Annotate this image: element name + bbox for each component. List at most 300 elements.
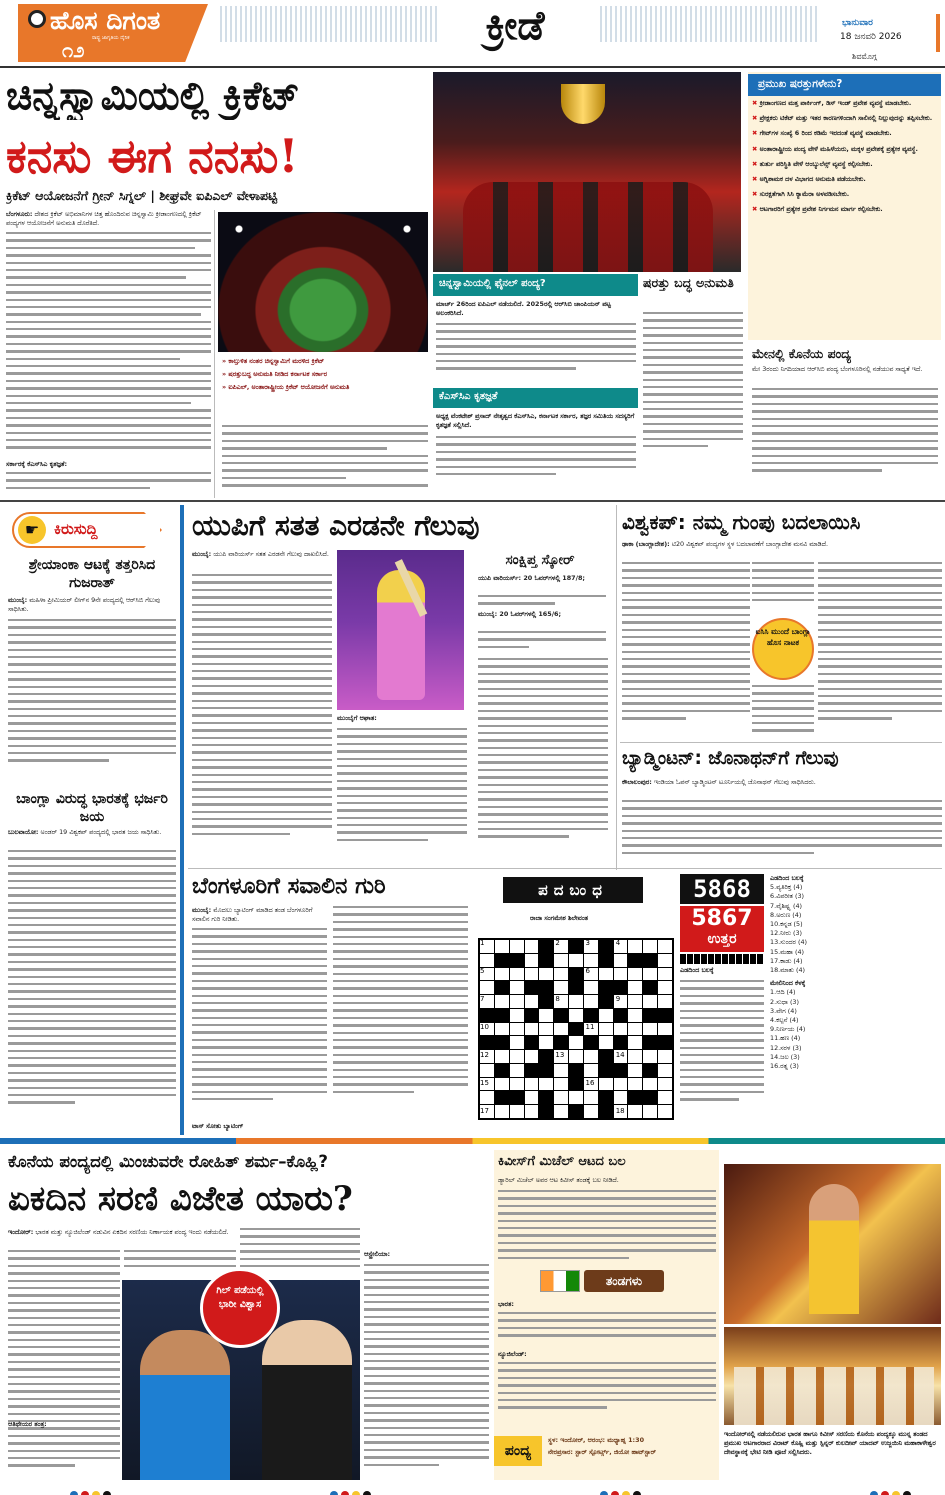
- condition-item: ✖ ಪ್ರೇಕ್ಷಕರು ಟಿಕೆಟ್ ಮತ್ತು ಇತರ ಕಾರಣಗಳಿಂದಾಗಿ ಸಾಲಿನಲ್ಲಿ ನಿಲ್ಲುವುದನ್ನು ತಪ್ಪಿಸಬೇಕು.: [752, 114, 933, 123]
- crossword-cell: [554, 1091, 568, 1104]
- crossword-down-answer-title: ಎಡದಿಂದ ಬಲಕ್ಕೆ: [680, 966, 714, 974]
- color-dots: [600, 1484, 644, 1495]
- crossword-cell: [554, 940, 568, 953]
- crossword-cell: [525, 1050, 539, 1063]
- crossword-cell: [643, 1050, 657, 1063]
- lead-subhead2: ಸರ್ಕಾರಕ್ಕೆ ಕೆಎಸ್‌ಸಿಎ ಕೃತಜ್ಞತೆ:: [6, 460, 68, 468]
- badminton-text: ಇಂಡಿಯಾ ಓಪನ್ ಬ್ಯಾಡ್ಮಿಂಟನ್ ಟೂರ್ನಿಯಲ್ಲಿ ಜೊನಾಥನ್ ಗೆಲುವು ಸಾಧಿಸಿದರು.: [653, 778, 816, 786]
- up-score-lines-b: [478, 631, 606, 651]
- odi-text-col3: [364, 1264, 489, 1480]
- conditional-title: ಷರತ್ತು ಬದ್ಧ ಅನುಮತಿ: [643, 275, 734, 290]
- crossword-cell: [628, 995, 642, 1008]
- kiwis-text: ಡ್ಯಾರಿಲ್ ಮಿಚೆಲ್ ಅವರ ಆಟ ಕಿವೀಸ್ ತಂಡಕ್ಕೆ ಬಲ ನೀಡಿದೆ.: [498, 1176, 619, 1184]
- temple-caption: ಇಂದೋರ್‌ನಲ್ಲಿ ನಡೆಯಲಿರುವ ಭಾರತ ಹಾಗೂ ಕಿವೀಸ್ ಸರಣಿಯ ಕೊನೆಯ ಪಂದ್ಯಕ್ಕೂ ಮುನ್ನ ತಂಡದ ಪ್ರಮುಖ ಆಟಗಾರರಾದ ವಿರಾಟ್ ಕೊಹ್ಲಿ ಮತ್ತು ಸ್ಪಿನ್ನರ್ ಕುಲದೀಪ್ ಯಾದವ್ ಉಜ್ಜಯಿನಿ ಮಹಾಕಾಳೇಶ್ವರ ದೇವಸ್ಥಾನಕ್ಕೆ ಭೇಟಿ ನೀಡಿ ಪೂಜೆ ಸಲ್ಲಿಸಿದರು.: [724, 1430, 936, 1456]
- lead-bullets: [222, 357, 428, 393]
- crossword-cell: [525, 968, 539, 981]
- crossword-black-cell: [614, 981, 628, 994]
- crossword-black-cell: [599, 1064, 613, 1077]
- crossword-clues: [770, 874, 942, 1132]
- clue-down: 12.ಸರಳ (3): [770, 1043, 802, 1052]
- conditional-text: [643, 312, 743, 492]
- teams-flag-icon: [540, 1270, 580, 1292]
- up-text: ಯುಪಿ ವಾರಿಯರ್ಸ್ ಸತತ ಎರಡನೇ ಗೆಲುವು ದಾಖಲಿಸಿದೆ.: [213, 550, 329, 558]
- crossword-cell: [495, 940, 509, 953]
- worldcup-badge: ಐಸಿಸಿ ಮುಂದೆ ಬಾಂಗ್ಲಾ ಹೊಸ ನಾಟಕ: [755, 627, 811, 647]
- match-title: ಪಂದ್ಯ: [494, 1436, 542, 1466]
- crossword-cell: [480, 1105, 494, 1118]
- crossword-cell: [510, 995, 524, 1008]
- crossword-cell: [495, 995, 509, 1008]
- crossword-cell: [614, 1105, 628, 1118]
- crossword-cell: [658, 1091, 672, 1104]
- crossword-black-cell: [539, 1064, 553, 1077]
- crossword-cell: [480, 940, 494, 953]
- gill-figure: [140, 1330, 230, 1480]
- clue-across: 6.ವಿಪರೀತ (3): [770, 892, 805, 901]
- crossword-cell: [614, 940, 628, 953]
- conditions-title: ಪ್ರಮುಖ ಷರತ್ತುಗಳೇನು?: [748, 74, 941, 96]
- crossword-black-cell: [643, 1091, 657, 1104]
- odi-headline-line2: ಏಕದಿನ ಸರಣಿ ವಿಜೇತ ಯಾರು?: [8, 1179, 353, 1219]
- match-line1: ಸ್ಥಳ: ಇಂದೋರ್, ಆರಂಭ: ಮಧ್ಯಾಹ್ನ 1:30: [548, 1436, 645, 1444]
- crossword-black-cell: [569, 1105, 583, 1118]
- crossword-black-cell: [643, 1064, 657, 1077]
- crossword-black-cell: [495, 1009, 509, 1022]
- clue-across: 12.ನೀರು (3): [770, 929, 803, 938]
- masthead-stripe: [220, 6, 440, 42]
- ksca-box-lines: [436, 436, 636, 494]
- crossword-black-cell: [599, 1050, 613, 1063]
- crossword-cell: [614, 1023, 628, 1036]
- crossword-black-cell: [525, 1064, 539, 1077]
- crossword-cell: [554, 1064, 568, 1077]
- crossword-black-cell: [569, 968, 583, 981]
- stadium-lights: [218, 222, 428, 236]
- crossword-cell: [480, 1064, 494, 1077]
- crossword-cell: [628, 1105, 642, 1118]
- lead-subhead: ಕ್ರಿಕೆಟ್ ಆಯೋಜನೆಗೆ ಗ್ರೀನ್ ಸಿಗ್ನಲ್ | ಶೀಘ್ರವೇ ಐಪಿಎಲ್ ವೇಳಾಪಟ್ಟಿ: [6, 188, 278, 203]
- clue-across: 10.ಕನ್ನಡ (5): [770, 920, 803, 929]
- crossword-cell: [495, 1078, 509, 1091]
- crossword-black-cell: [539, 1050, 553, 1063]
- crossword-cell: [584, 1064, 598, 1077]
- clue-across: 18.ಮಾತು (4): [770, 966, 805, 975]
- crossword-cell: [643, 940, 657, 953]
- crossword-clue-number: 7: [480, 995, 485, 1003]
- up-score-line: ಯುಪಿ ವಾರಿಯರ್ಸ್: 20 ಓವರ್‌ಗಳಲ್ಲಿ 187/8;: [478, 574, 585, 582]
- clue-down: 4.ಕಲ್ಪನೆ (4): [770, 1016, 799, 1025]
- condition-text: ಪ್ರೇಕ್ಷಕರು ಟಿಕೆಟ್ ಮತ್ತು ಇತರ ಕಾರಣಗಳಿಂದಾಗಿ ಸಾಲಿನಲ್ಲಿ ನಿಲ್ಲುವುದನ್ನು ತಪ್ಪಿಸಬೇಕು.: [759, 114, 933, 123]
- up-text-col3: [478, 658, 608, 858]
- ksca-box-title: ಕೆಎಸ್‌ಸಿಎ ಕೃತಜ್ಞತೆ: [433, 388, 638, 408]
- section-divider: [188, 868, 942, 869]
- clue-across: 13.ಸುಂದರ (4): [770, 938, 808, 947]
- crossword-clue-number: 14: [615, 1051, 625, 1059]
- crossword-cell: [658, 940, 672, 953]
- lead-bullet-text: ಕಾಲ್ತುಳಿತ ನಂತರ ಚಿನ್ನಸ್ವಾಮಿಗೆ ಮರಳಿದ ಕ್ರಿಕೆಟ್: [228, 357, 325, 365]
- crossword-cell: [525, 1023, 539, 1036]
- crossword-cell: [584, 1105, 598, 1118]
- crossword-cell: [628, 1050, 642, 1063]
- kirusuddi-item2-text: [8, 828, 176, 848]
- worldcup-text: ಟಿ20 ವಿಶ್ವಕಪ್ ಪಂದ್ಯಗಳ ಸ್ಥಳ ಬದಲಾವಣೆಗೆ ಬಾಂಗ್ಲಾದೇಶ ಮನವಿ ಮಾಡಿದೆ.: [671, 540, 828, 548]
- crossword-black-cell: [554, 1009, 568, 1022]
- crossword-cell: [584, 954, 598, 967]
- crossword-cell: [525, 1091, 539, 1104]
- crossword-cell: [614, 995, 628, 1008]
- masthead: [0, 0, 945, 68]
- down-title: ಮೇಲಿನಿಂದ ಕೆಳಕ್ಕೆ: [770, 979, 806, 988]
- condition-item: ✖ ಆಟಗಾರರಿಗೆ ಪ್ರತ್ಯೇಕ ಪ್ರವೇಶ ನಿರ್ಗಮನ ಮಾರ್ಗ ಕಲ್ಪಿಸಬೇಕು.: [752, 205, 883, 214]
- crossword-black-cell: [614, 1036, 628, 1049]
- may-match-text: ಮೇ 3ರಂದು ನಿಗದಿಯಾದ ಆರ್‌ಸಿಬಿ ಪಂದ್ಯ ಬೆಂಗಳೂರಿನಲ್ಲಿ ನಡೆಯುವ ಸಾಧ್ಯತೆ ಇದೆ.: [752, 365, 923, 373]
- masthead-date: 18 ಜನವರಿ 2026: [840, 32, 902, 42]
- bengaluru-text-col1: [192, 928, 327, 1118]
- crossword-black-cell: [599, 995, 613, 1008]
- crossword-cell: [554, 1050, 568, 1063]
- section-divider: [620, 742, 942, 743]
- crossword-black-cell: [569, 1023, 583, 1036]
- worldcup-text-col2: [752, 562, 814, 612]
- crossword-cell: [480, 1078, 494, 1091]
- kirusuddi-item1-text: [8, 596, 176, 616]
- crossword-cell: [510, 1036, 524, 1049]
- crossword-cell: [584, 1078, 598, 1091]
- masthead-city: ಶಿವಮೊಗ್ಗ: [852, 52, 877, 61]
- crossword-cell: [510, 940, 524, 953]
- crossword-black-cell: [599, 954, 613, 967]
- lead-body-col1: [6, 210, 211, 230]
- badminton-dateline: ಕೌಲಾಲಂಪುರ:: [622, 778, 652, 786]
- lead-bullet: » ಐಪಿಎಲ್, ಅಂತಾರಾಷ್ಟ್ರೀಯ ಕ್ರಿಕೆಟ್ ಆಯೋಜನೆಗೆ ಅನುಮತಿ: [222, 383, 350, 392]
- crossword-black-cell: [643, 981, 657, 994]
- crossword-cell: [495, 1023, 509, 1036]
- crossword-cell: [525, 1105, 539, 1118]
- clue-across: 17.ಕಾಡು (4): [770, 956, 803, 965]
- kiwis-headline: ಕಿವೀಸ್‌ಗೆ ಮಿಚೆಲ್ ಆಟದ ಬಲ: [498, 1154, 626, 1169]
- crossword-cell: [510, 968, 524, 981]
- crossword-cell: [554, 1105, 568, 1118]
- up-lead: [192, 550, 332, 570]
- crossword-cell: [495, 1105, 509, 1118]
- crossword-cell: [599, 1009, 613, 1022]
- clue-down: 1.ಆದಿ (4): [770, 988, 796, 997]
- crossword-clue-number: 5: [480, 967, 485, 975]
- lead-body-text-1: [6, 232, 211, 457]
- crossword-cell: [584, 1023, 598, 1036]
- crossword-cell: [480, 995, 494, 1008]
- crossword-cell: [525, 995, 539, 1008]
- odi-caption2: ಆಸ್ಟ್ರೇಲಿಯಾ:: [364, 1250, 391, 1258]
- crossword-cell: [495, 968, 509, 981]
- crossword-cell: [658, 981, 672, 994]
- column-rule: [214, 210, 215, 498]
- teams-nz-lines: [498, 1362, 716, 1420]
- lead-body-start: ದೇಶದ ಕ್ರಿಕೆಟ್ ಅಭಿಮಾನಿಗಳ ಚಿತ್ತ ಹೊಂದಿರುವ ಚಿನ್ನಸ್ವಾಮಿ ಕ್ರೀಡಾಂಗಣದಲ್ಲಿ ಕ್ರಿಕೆಟ್ ಪಂದ್ಯಗಳ ಆಯೋಜನೆಗೆ ಅನುಮತಿ ದೊರೆತಿದೆ.: [6, 210, 202, 228]
- crossword-title: ಪದಬಂಧ: [503, 877, 643, 903]
- crossword-cell: [480, 981, 494, 994]
- crossword-cell: [614, 1050, 628, 1063]
- odi-text-col2b: [240, 1228, 360, 1278]
- crossword-cell: [614, 1078, 628, 1091]
- crossword-cell: [599, 1078, 613, 1091]
- kirusuddi-item1-title: ಶ್ರೇಯಾಂಕಾ ಆಟಕ್ಕೆ ತತ್ತರಿಸಿದ ಗುಜರಾತ್: [28, 557, 156, 591]
- nz-player-figure: [262, 1320, 352, 1480]
- crossword-black-cell: [539, 940, 553, 953]
- condition-text: ಕ್ರೀಡಾಂಗಣದ ಮತ್ತ ಪಾರ್ಕಿಂಗ್, ಡಿಸ್ ಇಂಡ್ ಪ್ರವೇಶ ವ್ಯವಸ್ಥೆ ಮಾಡಬೇಕು.: [759, 99, 912, 107]
- crossword-black-cell: [643, 1009, 657, 1022]
- color-dots: [870, 1484, 914, 1495]
- crossword-subtitle: ರಾಜಾ ಸಂಗಮೇಶ ಶಿಲೇವಂತ: [530, 914, 589, 922]
- crossword-black-cell: [614, 1009, 628, 1022]
- bengaluru-headline: ಬೆಂಗಳೂರಿಗೆ ಸವಾಲಿನ ಗುರಿ: [192, 874, 386, 899]
- player-figure: [377, 570, 425, 700]
- crossword-clue-number: 15: [480, 1079, 489, 1087]
- kirusuddi-rule: [180, 505, 184, 1135]
- crossword-cell: [525, 1078, 539, 1091]
- crossword-black-cell: [569, 981, 583, 994]
- crossword-cell: [480, 954, 494, 967]
- bengaluru-footer: ಟಾಸ್ ಸೋತು ಬ್ಯಾಟಿಂಗ್: [192, 1122, 244, 1130]
- kohli-temple-photo: [724, 1164, 941, 1324]
- lead-bullet-text: ಐಪಿಎಲ್, ಅಂತಾರಾಷ್ಟ್ರೀಯ ಕ್ರಿಕೆಟ್ ಆಯೋಜನೆಗೆ ಅನುಮತಿ: [228, 383, 350, 392]
- crossword-black-cell: [539, 981, 553, 994]
- ksca-box-text: ಅಧ್ಯಕ್ಷ ವೆಂಕಟೇಶ್ ಪ್ರಸಾದ್ ನೇತೃತ್ವದ ಕೆಎಸ್‌ಸಿಎ, ಕರ್ನಾಟಕ ಸರ್ಕಾರ, ತಜ್ಞರ ಸಮಿತಿಯ ಸದಸ್ಯರಿಗೆ ಕೃತಜ್ಞತೆ ಸಲ್ಲಿಸಿದೆ.: [436, 412, 635, 430]
- crossword-cell: [643, 1078, 657, 1091]
- up-caption: ಮುಂಬೈಗೆ ಆಘಾತ:: [337, 714, 377, 722]
- crossword-cell: [628, 1064, 642, 1077]
- crossword-clue-number: 4: [615, 939, 621, 947]
- clue-down: 14.ಜಲ (3): [770, 1052, 800, 1061]
- condition-item: ✖ ಅಂತಾರಾಷ್ಟ್ರೀಯ ಪಂದ್ಯ ವೇಳೆ ಮಹಿಳೆಯರು, ಮಕ್ಕಳ ಪ್ರವೇಶಕ್ಕೆ ಪ್ರತ್ಯೇಕ ವ್ಯವಸ್ಥೆ.: [752, 144, 918, 153]
- kirusuddi-text: ಮಹಿಳಾ ಪ್ರೀಮಿಯರ್ ಲೀಗ್‌ನ 9ನೇ ಪಂದ್ಯದಲ್ಲಿ ಆರ್‌ಸಿಬಿ ಗೆಲುವು ಸಾಧಿಸಿತು.: [8, 596, 161, 614]
- worldcup-text-col1: [622, 562, 750, 742]
- crossword-cell: [539, 968, 553, 981]
- crossword-black-cell: [480, 1036, 494, 1049]
- ritual-figures: [734, 1367, 934, 1425]
- clue-down: 2.ಸುಧಾ (3): [770, 997, 799, 1006]
- masthead-stripe-right: [600, 6, 820, 42]
- crossword-black-cell: [584, 1009, 598, 1022]
- lead-dateline: ಬೆಂಗಳೂರು:: [6, 210, 33, 218]
- crossword-clue-number: 1: [480, 939, 485, 947]
- condition-text: ಅಂತಾರಾಷ್ಟ್ರೀಯ ಪಂದ್ಯ ವೇಳೆ ಮಹಿಳೆಯರು, ಮಕ್ಕಳ ಪ್ರವೇಶಕ್ಕೆ ಪ್ರತ್ಯೇಕ ವ್ಯವಸ್ಥೆ.: [759, 144, 918, 153]
- condition-item: ✖ ಗೇಟ್‌ಗಳ ಸಂಖ್ಯೆ 6 ರಿಂದ ಕಡಿಮೆ ಇರದಂತೆ ವ್ಯವಸ್ಥೆ ಮಾಡಬೇಕು.: [752, 129, 892, 138]
- temple-ritual-photo: [724, 1327, 941, 1425]
- kirusuddi-item2-lines: [8, 850, 176, 1135]
- crossword-cell: [510, 981, 524, 994]
- up-text-col2: [337, 728, 467, 864]
- masthead-tagline: ರಾಷ್ಟ್ರ ಜಾಗೃತಿಯ ದೈನಿಕ: [92, 35, 130, 41]
- crossword-clue-number: 16: [585, 1079, 595, 1087]
- crossword-cell: [584, 981, 598, 994]
- may-match-lines: [752, 388, 938, 492]
- section-title: ಕ್ರೀಡೆ: [485, 2, 545, 49]
- player-silhouette: [463, 182, 713, 272]
- crossword-cell: [510, 1078, 524, 1091]
- bengaluru-text: ಮೊದಲು ಬ್ಯಾಟಿಂಗ್ ಮಾಡಿದ ತಂಡ ಬೆಂಗಳೂರಿಗೆ ಸವಾಲಿನ ಗುರಿ ನೀಡಿತು.: [192, 906, 313, 924]
- crossword-cell: [525, 940, 539, 953]
- crossword-cell: [510, 1009, 524, 1022]
- crossword-clue-number: 9: [615, 995, 621, 1003]
- crossword-cell: [495, 1050, 509, 1063]
- clue-across: 5.ವ್ಯತಿರಿಕ್ತ (4): [770, 883, 803, 892]
- badminton-text: [622, 800, 942, 866]
- bengaluru-dateline: ಮುಂಬೈ:: [192, 906, 212, 914]
- up-text-col1: [192, 574, 332, 864]
- crossword-cell: [584, 1091, 598, 1104]
- crossword-answer-lines: [680, 980, 764, 1120]
- crossword-black-cell: [569, 1064, 583, 1077]
- crossword-cell: [628, 1009, 642, 1022]
- crossword-black-cell: [495, 1091, 509, 1104]
- crossword-cell: [628, 1023, 642, 1036]
- odi-lead: [8, 1228, 236, 1248]
- person-figure: [809, 1184, 859, 1314]
- lead-headline-line1: ಚಿನ್ನಸ್ವಾಮಿಯಲ್ಲಿ ಕ್ರಿಕೆಟ್: [6, 73, 300, 119]
- crossword-cell: [599, 968, 613, 981]
- bengaluru-text-col2: [333, 906, 468, 1118]
- crossword-cell: [599, 1023, 613, 1036]
- crossword-cell: [554, 1078, 568, 1091]
- odi-headline-line1: ಕೊನೆಯ ಪಂದ್ಯದಲ್ಲಿ ಮಿಂಚುವರೇ ರೋಹಿತ್ ಶರ್ಮ–ಕೊಹ್ಲಿ?: [8, 1152, 328, 1171]
- condition-text: ಗೇಟ್‌ಗಳ ಸಂಖ್ಯೆ 6 ರಿಂದ ಕಡಿಮೆ ಇರದಂತೆ ವ್ಯವಸ್ಥೆ ಮಾಡಬೇಕು.: [759, 129, 892, 138]
- kirusuddi-label: ಕಿರುಸುದ್ದಿ: [54, 520, 98, 538]
- crossword-clue-number: 10: [480, 1023, 489, 1031]
- crossword-cell: [643, 1023, 657, 1036]
- crossword-clue-number: 13: [555, 1051, 565, 1059]
- crossword-cell: [643, 995, 657, 1008]
- crossword-prev-label: ಉತ್ತರ: [707, 931, 737, 947]
- crossword-cell: [569, 1009, 583, 1022]
- crossword-black-cell: [643, 954, 657, 967]
- crossword-cell: [539, 1036, 553, 1049]
- crossword-clue-number: 3: [585, 939, 590, 947]
- section-divider: [0, 500, 945, 502]
- crossword-black-cell: [525, 1009, 539, 1022]
- crossword-cell: [584, 940, 598, 953]
- condition-text: ಸುರಕ್ಷತೆಗಾಗಿ ಸಿಸಿ ಕ್ಯಾಮೆರಾ ಅಳವಡಿಸಬೇಕು.: [759, 190, 850, 199]
- up-score-title: ಸಂಕ್ಷಿಪ್ತ ಸ್ಕೋರ್: [505, 552, 575, 568]
- crossword-cell: [628, 981, 642, 994]
- up-score-line: ಮುಂಬೈ: 20 ಓವರ್‌ಗಳಲ್ಲಿ 165/6;: [478, 610, 562, 618]
- up-score-lines-a: [478, 595, 606, 607]
- column-rule: [616, 505, 617, 870]
- final-box-title: ಚಿನ್ನಸ್ವಾಮಿಯಲ್ಲಿ ಫೈನಲ್ ಪಂದ್ಯ?: [433, 274, 638, 296]
- crossword-clue-number: 2: [555, 939, 560, 947]
- crossword-cell: [614, 954, 628, 967]
- odi-text: ಭಾರತ ಮತ್ತು ನ್ಯೂಜಿಲೆಂಡ್ ನಡುವಿನ ಏಕದಿನ ಸರಣಿಯ ನಿರ್ಣಾಯಕ ಪಂದ್ಯ ಇಂದು ನಡೆಯಲಿದೆ.: [35, 1228, 229, 1236]
- crossword-cell: [628, 1036, 642, 1049]
- crossword-cell: [569, 1050, 583, 1063]
- worldcup-text-col2b: [752, 685, 814, 740]
- across-title: ಎಡದಿಂದ ಬಲಕ್ಕೆ: [770, 874, 804, 882]
- kirusuddi-item2-title: ಬಾಂಗ್ಲಾ ವಿರುದ್ಧ ಭಾರತಕ್ಕೆ ಭರ್ಜರಿ ಜಯ: [16, 791, 168, 825]
- lead-body-text-3: [222, 425, 428, 497]
- clue-across: 15.ಮಹಾ (4): [770, 947, 805, 956]
- crossword-black-cell: [614, 1064, 628, 1077]
- clue-down: 9.ನಿರ್ಣಯ (4): [770, 1025, 806, 1034]
- crossword-cell: [584, 968, 598, 981]
- crossword-cell: [510, 1023, 524, 1036]
- crossword-cell: [554, 954, 568, 967]
- badminton-headline: ಬ್ಯಾಡ್ಮಿಂಟನ್: ಜೊನಾಥನ್‌ಗೆ ಗೆಲುವು: [622, 748, 839, 769]
- crossword-cell: [658, 1105, 672, 1118]
- crossword-clue-number: 11: [585, 1023, 595, 1031]
- crossword-cell: [658, 954, 672, 967]
- crossword-cell: [658, 968, 672, 981]
- clue-down: 16.ರತ್ನ (3): [770, 1062, 799, 1071]
- condition-item: ✖ ತುರ್ತು ಪರಿಸ್ಥಿತಿ ವೇಳೆ ಆಂಬ್ಯುಲೆನ್ಸ್ ವ್ಯವಸ್ಥೆ ಕಲ್ಪಿಸಬೇಕು.: [752, 159, 873, 168]
- odi-badge: ಗಿಲ್ ಪಡೆಯಲ್ಲಿ ಭಾರೀ ವಿಶ್ವಾಸ: [216, 1285, 264, 1310]
- crossword-cell: [554, 1023, 568, 1036]
- crossword-cell: [510, 1105, 524, 1118]
- page-number: ೧೨: [62, 38, 85, 62]
- crossword-cell: [569, 1091, 583, 1104]
- trophy-icon: [561, 84, 605, 124]
- crossword-black-cell: [628, 954, 642, 967]
- teams-india: ಭಾರತ:: [498, 1300, 514, 1308]
- crossword-black-cell: [643, 1036, 657, 1049]
- bengaluru-lead: [192, 906, 327, 926]
- crossword-cell: [614, 968, 628, 981]
- crossword-black-cell: [599, 1105, 613, 1118]
- crossword-clue-number: 6: [585, 967, 590, 975]
- crossword-cell: [554, 968, 568, 981]
- crossword-cell: [480, 1091, 494, 1104]
- crossword-black-cell: [495, 1036, 509, 1049]
- crossword-clue-number: 8: [555, 995, 560, 1003]
- match-line2: ನೇರಪ್ರಸಾರ: ಸ್ಟಾರ್ ಸ್ಪೋರ್ಟ್ಸ್, ಜಿಯೋ ಹಾಟ್‌ಸ್ಟಾರ್: [548, 1448, 656, 1456]
- condition-text: ಅಗ್ನಿಶಾಮಕ ದಳ ವಿಭಾಗದ ಅನುಮತಿ ಪಡೆಯಬೇಕು.: [759, 175, 866, 184]
- up-player-photo: [337, 550, 464, 710]
- final-box-lines: [436, 323, 636, 383]
- crossword-black-cell: [658, 1009, 672, 1022]
- kirusuddi-item1-lines: [8, 619, 176, 784]
- odi-dateline: ಇಂದೋರ್:: [8, 1228, 34, 1236]
- crossword-black-cell: [599, 1091, 613, 1104]
- masthead-logo-icon: [28, 10, 46, 28]
- crossword-black-cell: [584, 1036, 598, 1049]
- crossword-cell: [569, 1036, 583, 1049]
- crossword-cell: [643, 968, 657, 981]
- crossword-black-cell: [495, 954, 509, 967]
- crossword-black-cell: [510, 954, 524, 967]
- crossword-cell: [643, 1105, 657, 1118]
- kirusuddi-dateline: ಮುಂಬೈ:: [8, 596, 28, 604]
- crossword-black-cell: [569, 940, 583, 953]
- crossword-cell: [510, 1050, 524, 1063]
- up-dateline: ಮುಂಬೈ:: [192, 550, 212, 558]
- kiwis-text-lines: [498, 1190, 716, 1264]
- condition-item: ✖ ಕ್ರೀಡಾಂಗಣದ ಮತ್ತ ಪಾರ್ಕಿಂಗ್, ಡಿಸ್ ಇಂಡ್ ಪ್ರವೇಶ ವ್ಯವಸ್ಥೆ ಮಾಡಬೇಕು.: [752, 99, 912, 107]
- color-dots: [330, 1484, 374, 1495]
- crossword-cell: [480, 1050, 494, 1063]
- crossword-black-cell: [658, 1036, 672, 1049]
- crossword-cell: [658, 1078, 672, 1091]
- crossword-cell: [480, 1023, 494, 1036]
- crossword-black-cell: [539, 1105, 553, 1118]
- crossword-cell: [628, 1078, 642, 1091]
- worldcup-lead: [622, 540, 942, 560]
- masthead-day: ಭಾನುವಾರ: [842, 18, 873, 28]
- crossword-cell: [510, 1064, 524, 1077]
- masthead-logo: ಹೊಸ ದಿಗಂತ: [50, 6, 161, 35]
- crossword-black-cell: [495, 1064, 509, 1077]
- lead-body-text-2: [6, 472, 211, 498]
- lead-bullet: » ಕಾಲ್ತುಳಿತ ನಂತರ ಚಿನ್ನಸ್ವಾಮಿಗೆ ಮರಳಿದ ಕ್ರಿಕೆಟ್: [222, 357, 325, 365]
- lead-bullet: » ಷರತ್ತುಬದ್ಧ ಅನುಮತಿ ನೀಡಿದ ಕರ್ನಾಟಕ ಸರ್ಕಾರ: [222, 370, 327, 379]
